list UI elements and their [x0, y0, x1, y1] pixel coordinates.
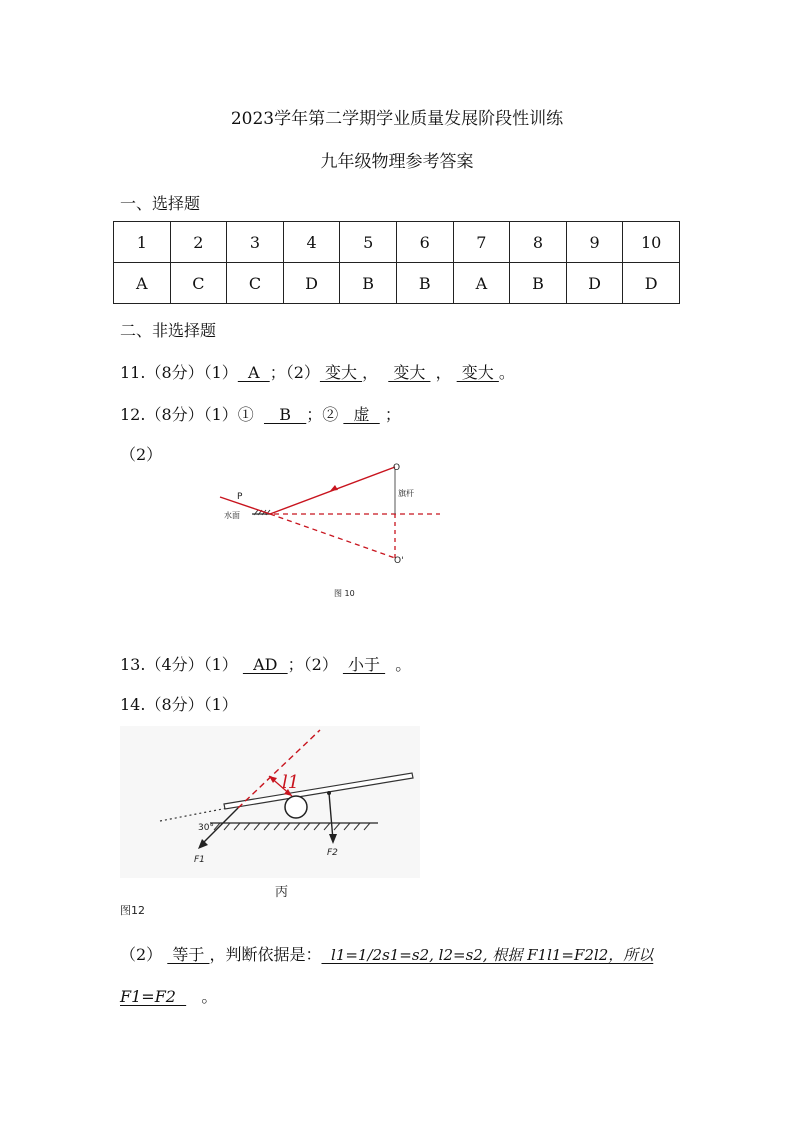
label-pole: 旗杆: [398, 489, 414, 498]
question-number: 8: [510, 222, 567, 263]
q12-answer-2: 虚: [343, 405, 380, 424]
q11-sep: ；（2）: [269, 363, 320, 382]
label-p: P: [237, 492, 243, 502]
label-bing: 丙: [275, 885, 289, 900]
q11-answer-4: 变大: [456, 363, 499, 382]
label-angle: 30°: [198, 823, 214, 833]
answer-cell: B: [396, 263, 453, 304]
label-f2: F2: [327, 848, 338, 858]
figure-12-caption: 图12: [120, 904, 145, 916]
table-row: [114, 263, 680, 304]
lever-diagram: [120, 726, 420, 916]
q12-prefix: 12.（8分）（1）①: [120, 405, 254, 424]
question-12: [120, 402, 401, 425]
page-subtitle: 九年级物理参考答案: [320, 152, 474, 172]
answer-table: [113, 221, 680, 304]
question-number: 3: [227, 222, 284, 263]
answer-cell: D: [566, 263, 623, 304]
q11-answer-2: 变大: [319, 363, 363, 382]
answer-cell: C: [170, 263, 227, 304]
question-11: [120, 360, 515, 383]
answer-cell: D: [623, 263, 680, 304]
answer-cell: B: [510, 263, 567, 304]
question-number: 4: [283, 222, 340, 263]
fulcrum-roller: [285, 796, 307, 818]
question-number: 2: [170, 222, 227, 263]
q12-sep: ；②: [306, 405, 339, 424]
q14-conclusion: F1=F2: [120, 987, 187, 1006]
virtual-ray: [270, 514, 395, 558]
page-title: 2023学年第二学期学业质量发展阶段性训练: [230, 109, 564, 129]
q13-prefix: 13.（4分）（1）: [120, 655, 238, 674]
q12-answer-1: B: [263, 405, 307, 424]
q14-part-2: [120, 942, 653, 965]
question-number: 9: [566, 222, 623, 263]
q14-conclusion-line: [120, 984, 217, 1007]
q11-prefix: 11.（8分）（1）: [120, 363, 238, 382]
label-water: 水面: [224, 511, 240, 520]
question-number: 10: [623, 222, 680, 263]
question-14: 14.（8分）（1）: [120, 695, 238, 714]
question-number: 5: [340, 222, 397, 263]
answer-cell: B: [340, 263, 397, 304]
label-l1: l1: [282, 772, 300, 793]
question-13: [120, 652, 411, 675]
reflection-diagram: [210, 455, 450, 605]
q12-part-2: （2）: [120, 445, 163, 464]
q13-answer-1: AD: [242, 655, 288, 674]
section-heading-choice: 一、选择题: [120, 194, 201, 213]
label-o: O: [393, 463, 401, 473]
question-number: 6: [396, 222, 453, 263]
figure-10-caption: 图 10: [334, 589, 355, 598]
label-o-prime: O': [394, 556, 404, 566]
question-number: 1: [114, 222, 171, 263]
q13-answer-2: 小于: [342, 655, 386, 674]
q13-sep: ；（2）: [287, 655, 338, 674]
q11-sep: ，: [362, 363, 379, 382]
section-heading-nonchoice: 二、非选择题: [120, 321, 217, 340]
answer-cell: D: [283, 263, 340, 304]
answer-cell: A: [453, 263, 510, 304]
q11-answer-3: 变大: [388, 363, 431, 382]
q11-end: 。: [498, 363, 515, 382]
q14-answer-1: 等于: [167, 945, 210, 964]
q14-basis-label: ，判断依据是：: [209, 945, 322, 964]
label-f1: F1: [194, 855, 205, 865]
q12-end: ；: [384, 405, 401, 424]
answer-cell: A: [114, 263, 171, 304]
q13-end: 。: [395, 655, 412, 674]
q11-answer-1: A: [237, 363, 270, 382]
table-row: [114, 222, 680, 263]
question-number: 7: [453, 222, 510, 263]
ray-arrow: [330, 485, 338, 491]
q14-part2-prefix: （2）: [120, 945, 163, 964]
q11-sep: ，: [435, 363, 452, 382]
q14-basis: l1=1/2s1=s2, l2=s2, 根据 F1l1=F2l2，所以: [321, 946, 654, 964]
q14-end: 。: [201, 987, 218, 1006]
answer-cell: C: [227, 263, 284, 304]
